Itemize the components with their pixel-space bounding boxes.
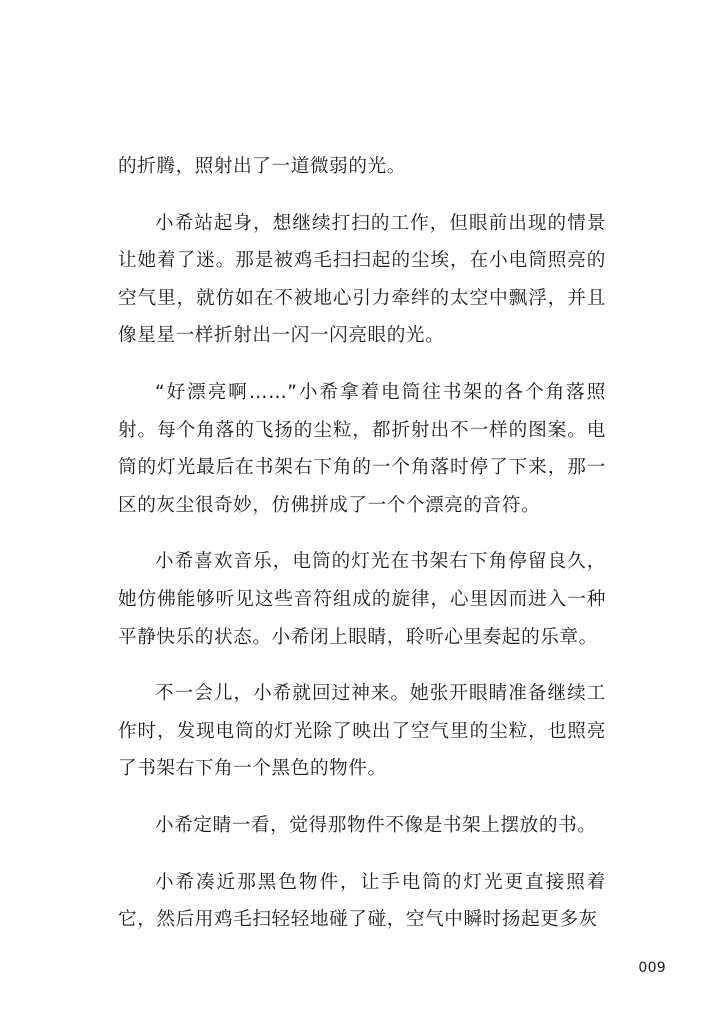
paragraph: 小希喜欢音乐，电筒的灯光在书架右下角停留良久，她仿佛能够听见这些音符组成的旋律，心里因而进入一种平静快乐的状态。小希闭上眼睛，聆听心里奏起的乐章。	[118, 551, 606, 648]
paragraph: “好漂亮啊……”小希拿着电筒往书架的各个角落照射。每个角落的飞扬的尘粒，都折射出不一样的图案。电筒的灯光最后在书架右下角的一个角落时停了下来，那一区的灰尘很奇妙，仿佛拼成了一个个漂亮的音符。	[118, 381, 606, 516]
paragraph: 小希站起身，想继续打扫的工作，但眼前出现的情景让她着了迷。那是被鸡毛扫扫起的尘埃，在小电筒照亮的空气里，就仿如在不被地心引力牵绊的太空中飘浮，并且像星星一样折射出一闪一闪亮眼的光。	[118, 212, 606, 347]
paragraph: 小希凑近那黑色物件，让手电筒的灯光更直接照着它，然后用鸡毛扫轻轻地碰了碰，空气中瞬时扬起更多灰	[118, 871, 606, 931]
page-number: 009	[638, 960, 666, 976]
paragraph: 小希定睛一看，觉得那物件不像是书架上摆放的书。	[155, 814, 597, 836]
paragraph: 不一会儿，小希就回过神来。她张开眼睛准备继续工作时，发现电筒的灯光除了映出了空气里的尘粒，也照亮了书架右下角一个黑色的物件。	[118, 683, 606, 780]
body-text	[118, 148, 606, 958]
paragraph: 的折腾，照射出了一道微弱的光。	[118, 156, 406, 177]
